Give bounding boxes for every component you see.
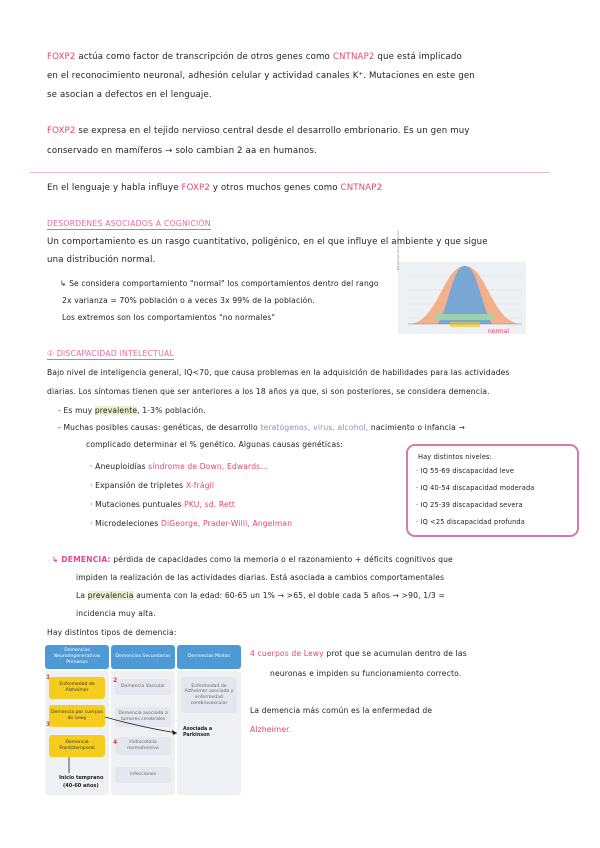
dementia-line-1: ↳ DEMENCIA: pérdida de capacidades como la memoria o el razonamiento + déficits cognitivos que xyxy=(52,555,453,564)
common-dementia-line-2: Alzheimer. xyxy=(250,725,292,734)
disability-line-2: diarias. Los síntomas tienen que ser anteriores a los 18 años ya que, si son posteriores, se considera demencia. xyxy=(47,387,490,396)
iq-level-item: · IQ 40-54 discapacidad moderada xyxy=(416,484,535,492)
column-header-secondary: Demencias Secundarias xyxy=(111,645,175,669)
cognition-bullet-1: ↳ Se considera comportamiento "normal" los comportamientos dentro del rango xyxy=(60,279,379,288)
iq-levels-box xyxy=(406,444,579,537)
dementia-types-intro: Hay distintos tipos de demencia: xyxy=(47,628,177,637)
iq-level-item: · IQ <25 discapacidad profunda xyxy=(416,518,525,526)
common-dementia-line-1: La demencia más común es la enfermedad de xyxy=(250,706,433,715)
type-infections: Infecciones xyxy=(115,767,171,783)
dementia-types-diagram xyxy=(45,645,241,795)
cognition-line-2: una distribución normal. xyxy=(47,255,156,265)
diagram-arrows xyxy=(45,645,241,795)
dementia-line-3: La prevalencia aumenta con la edad: 60-65 un 1% → >65, el doble cada 5 años → >90, 1/3 = xyxy=(76,591,445,600)
type-mixed: Enfermedad de Alzheimer asociada y enfermedad cerebrovascular xyxy=(181,677,237,713)
section-heading-cognition: DESORDENES ASOCIADOS A COGNICIÓN xyxy=(47,219,211,228)
gene-foxp2: FOXP2 xyxy=(47,52,76,62)
bell-curve-figure xyxy=(396,230,526,335)
disability-line-1: Bajo nivel de inteligencia general, IQ<70, que causa problemas en la adquisición de habilidades para las actividades xyxy=(47,368,510,377)
number-1: 1 xyxy=(46,674,51,681)
column-header-primary: Demencias Neurodegenerativas Primarias xyxy=(45,645,109,669)
dementia-line-4: incidencia muy alta. xyxy=(76,609,156,618)
lewy-note-line-2: neuronas e impiden su funcionamiento correcto. xyxy=(270,669,462,678)
type-hydrocephalus: Hidrocefalia normotensiva xyxy=(115,737,171,755)
number-3: 3 xyxy=(46,721,51,728)
intro-line-3: se asocian a defectos en el lenguaje. xyxy=(47,90,212,100)
intro-line-1: FOXP2 actúa como factor de transcripción de otros genes como CNTNAP2 que está implicado xyxy=(47,52,462,62)
disability-item-3: complicado determinar el % genético. Algunas causas genéticas: xyxy=(86,440,344,449)
parkinson-note: Asociada a Parkinson xyxy=(183,727,213,738)
dementia-line-2: impiden la realización de las actividades diarias. Está asociada a cambios comportamentales xyxy=(76,573,445,582)
type-frontotemporal: Demencia Frontotemporal xyxy=(49,735,105,757)
genetic-cause-1: · Aneuploidías síndrome de Down, Edwards... xyxy=(90,462,268,471)
early-onset-age: (40-60 años) xyxy=(63,783,99,789)
intro-line-6: En el lenguaje y habla influye FOXP2 y otros muchos genes como CNTNAP2 xyxy=(47,183,383,193)
bell-curve-graphic xyxy=(398,262,526,334)
intro-line-4: FOXP2 se expresa en el tejido nervioso central desde el desarrollo embrionario. Es un gen muy xyxy=(47,126,470,136)
iq-level-item: · IQ 55-69 discapacidad leve xyxy=(416,467,515,475)
number-2: 2 xyxy=(113,677,118,684)
intro-line-2: en el reconocimiento neuronal, adhesión celular y actividad canales K⁺. Mutaciones en este gen xyxy=(47,71,475,81)
disability-item-2: - Muchas posibles causas: genéticas, de desarrollo teratógenos, virus, alcohol, nacimiento o infancia → xyxy=(58,423,465,432)
cognition-bullet-3: Los extremos son los comportamientos "no normales" xyxy=(62,313,276,322)
type-lewy: Demencia por cuerpos de Lewy xyxy=(49,705,105,727)
genetic-cause-4: · Microdeleciones DiGeorge, Prader-Willi, Angelman xyxy=(90,519,293,528)
type-vascular: Demencia Vascular xyxy=(115,679,171,695)
genetic-cause-2: · Expansión de tripletes X-frágil xyxy=(90,481,215,490)
iq-levels-title: Hay distintos niveles: xyxy=(418,453,493,461)
disability-item-1: - Es muy prevalente, 1-3% población. xyxy=(58,406,206,415)
bell-curve-ylabel: Porcentaje de la población xyxy=(396,230,400,270)
lewy-note-line-1: 4 cuerpos de Lewy prot que se acumulan dentro de las xyxy=(250,649,467,658)
early-onset-label: Inicio temprano xyxy=(59,775,104,781)
section-heading-disability: ① DISCAPACIDAD INTELECTUAL xyxy=(47,349,174,358)
cognition-bullet-2: 2x varianza = 70% población o a veces 3x 99% de la población. xyxy=(62,296,315,305)
genetic-cause-3: · Mutaciones puntuales PKU, sd. Rett xyxy=(90,500,235,509)
column-header-mixed: Demencias Mixtas xyxy=(177,645,241,669)
gene-cntnap2: CNTNAP2 xyxy=(332,52,375,62)
cognition-line-1: Un comportamiento es un rasgo cuantitativo, poligénico, en el que influye el ambiente y que sigue xyxy=(47,237,488,247)
type-alzheimer: Enfermedad de Alzheimer xyxy=(49,677,105,699)
number-4: 4 xyxy=(113,739,118,746)
type-tumor: Demencia asociada a tumores cerebrales xyxy=(115,707,171,727)
intro-line-5: conservado en mamíferos → solo cambian 2 aa en humanos. xyxy=(47,146,317,156)
iq-level-item: · IQ 25-39 discapacidad severa xyxy=(416,501,523,509)
bell-curve-tag: normal xyxy=(488,328,510,335)
divider xyxy=(30,172,550,173)
